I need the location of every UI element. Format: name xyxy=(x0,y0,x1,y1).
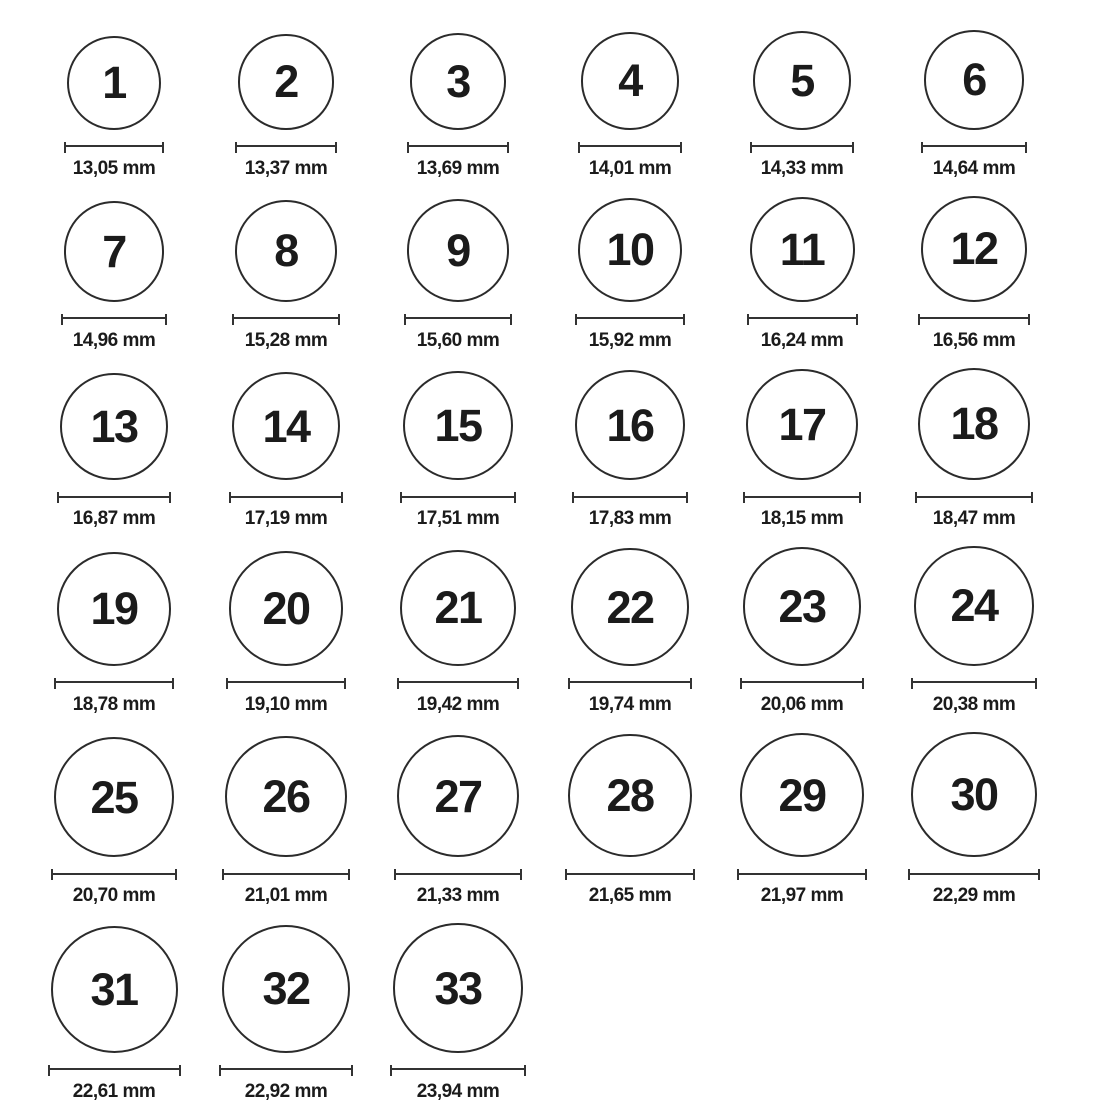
ring-size-number: 16 xyxy=(606,399,654,451)
ring-size-circle xyxy=(51,926,178,1053)
ring-size-item xyxy=(716,31,888,179)
diameter-measure-line xyxy=(390,1065,525,1076)
ring-size-circle xyxy=(410,33,506,129)
ring-size-circle xyxy=(581,32,678,129)
diameter-measure-line xyxy=(394,869,523,880)
ring-size-number: 19 xyxy=(90,583,138,635)
diameter-measure-line xyxy=(226,678,347,689)
ring-size-circle xyxy=(64,201,165,302)
ring-size-number: 33 xyxy=(434,962,482,1014)
ring-size-number: 4 xyxy=(618,55,642,107)
diameter-label: 14,01 mm xyxy=(588,157,672,179)
ring-size-item xyxy=(28,926,200,1100)
diameter-measure-line xyxy=(404,314,513,325)
ring-size-circle xyxy=(57,552,171,666)
diameter-label: 21,01 mm xyxy=(244,885,328,907)
ring-size-item xyxy=(372,735,544,908)
chart-row xyxy=(28,30,1100,180)
diameter-label: 13,69 mm xyxy=(416,157,500,179)
ring-size-item xyxy=(544,734,716,908)
diameter-label: 14,33 mm xyxy=(760,157,844,179)
ring-size-item xyxy=(716,547,888,715)
ring-size-item xyxy=(888,732,1060,908)
diameter-label: 20,70 mm xyxy=(72,885,156,907)
ring-size-circle xyxy=(571,548,688,665)
diameter-measure-line xyxy=(57,492,170,503)
diameter-measure-line xyxy=(568,678,691,689)
diameter-measure-line xyxy=(578,142,681,153)
ring-size-number: 6 xyxy=(962,54,986,106)
ring-size-item xyxy=(28,201,200,352)
ring-size-item xyxy=(28,552,200,716)
ring-size-item xyxy=(716,369,888,531)
diameter-measure-line xyxy=(911,678,1036,689)
ring-size-number: 30 xyxy=(950,769,998,821)
diameter-label: 16,24 mm xyxy=(760,329,844,351)
ring-size-circle xyxy=(235,200,337,302)
diameter-measure-line xyxy=(750,142,854,153)
ring-size-circle xyxy=(232,372,340,480)
diameter-measure-line xyxy=(575,314,685,325)
ring-size-number: 28 xyxy=(606,770,654,822)
ring-size-item xyxy=(544,548,716,715)
ring-size-circle xyxy=(924,30,1024,130)
diameter-label: 20,06 mm xyxy=(760,693,844,715)
ring-size-number: 23 xyxy=(778,580,826,632)
ring-size-circle xyxy=(753,31,851,129)
ring-size-number: 2 xyxy=(274,56,298,108)
diameter-label: 14,96 mm xyxy=(72,329,156,351)
diameter-measure-line xyxy=(48,1065,181,1076)
ring-size-circle xyxy=(67,36,161,130)
diameter-measure-line xyxy=(572,492,689,503)
ring-size-circle xyxy=(918,368,1031,481)
chart-row xyxy=(28,196,1100,352)
diameter-measure-line xyxy=(235,142,336,153)
ring-size-number: 3 xyxy=(446,55,470,107)
ring-size-circle xyxy=(403,371,512,480)
diameter-measure-line xyxy=(908,869,1040,880)
diameter-label: 18,78 mm xyxy=(72,693,156,715)
ring-size-number: 21 xyxy=(434,582,482,634)
ring-size-item xyxy=(28,737,200,907)
ring-size-number: 31 xyxy=(90,963,138,1015)
ring-size-item xyxy=(888,30,1060,180)
diameter-label: 21,97 mm xyxy=(760,885,844,907)
diameter-measure-line xyxy=(915,492,1034,503)
diameter-measure-line xyxy=(747,314,858,325)
ring-size-number: 29 xyxy=(778,769,826,821)
ring-size-number: 27 xyxy=(434,770,482,822)
ring-size-circle xyxy=(238,34,333,129)
diameter-label: 19,10 mm xyxy=(244,693,328,715)
diameter-measure-line xyxy=(222,869,350,880)
diameter-label: 13,37 mm xyxy=(244,157,328,179)
diameter-label: 15,92 mm xyxy=(588,329,672,351)
ring-size-number: 15 xyxy=(434,400,482,452)
ring-size-circle xyxy=(407,199,510,302)
ring-size-circle xyxy=(60,373,167,480)
diameter-label: 22,29 mm xyxy=(932,885,1016,907)
ring-size-number: 5 xyxy=(790,54,814,106)
ring-size-item xyxy=(372,199,544,352)
ring-size-number: 9 xyxy=(446,224,470,276)
ring-size-circle xyxy=(921,196,1027,302)
diameter-label: 16,56 mm xyxy=(932,329,1016,351)
ring-size-number: 1 xyxy=(102,57,126,108)
ring-size-number: 12 xyxy=(950,223,998,275)
diameter-measure-line xyxy=(61,314,168,325)
ring-size-number: 7 xyxy=(102,225,126,277)
diameter-label: 13,05 mm xyxy=(72,157,156,179)
ring-size-item xyxy=(888,546,1060,715)
ring-size-circle xyxy=(740,733,865,858)
ring-size-circle xyxy=(911,732,1037,858)
diameter-measure-line xyxy=(565,869,695,880)
diameter-measure-line xyxy=(397,678,519,689)
ring-size-item xyxy=(372,550,544,716)
ring-size-number: 24 xyxy=(950,580,998,632)
diameter-label: 21,65 mm xyxy=(588,885,672,907)
ring-size-number: 26 xyxy=(262,771,310,823)
ring-size-item xyxy=(888,196,1060,352)
ring-size-item xyxy=(372,923,544,1100)
ring-size-circle xyxy=(914,546,1033,665)
ring-size-item xyxy=(200,925,372,1100)
ring-size-item xyxy=(372,371,544,530)
ring-size-circle xyxy=(393,923,522,1052)
diameter-measure-line xyxy=(743,492,861,503)
ring-size-item xyxy=(716,733,888,908)
ring-size-number: 14 xyxy=(262,400,310,452)
diameter-measure-line xyxy=(407,142,509,153)
diameter-measure-line xyxy=(737,869,868,880)
ring-size-item xyxy=(200,200,372,352)
diameter-label: 18,15 mm xyxy=(760,508,844,530)
ring-size-circle xyxy=(750,197,855,302)
ring-size-item xyxy=(716,197,888,352)
ring-size-number: 25 xyxy=(90,771,138,823)
ring-size-circle xyxy=(397,735,520,858)
ring-size-circle xyxy=(222,925,350,1053)
diameter-label: 19,74 mm xyxy=(588,693,672,715)
ring-size-item xyxy=(372,33,544,179)
ring-size-number: 20 xyxy=(262,582,310,634)
diameter-label: 17,83 mm xyxy=(588,508,672,530)
diameter-label: 22,92 mm xyxy=(244,1080,328,1100)
diameter-measure-line xyxy=(918,314,1030,325)
diameter-label: 17,51 mm xyxy=(416,508,500,530)
ring-size-number: 22 xyxy=(606,581,654,633)
ring-size-number: 32 xyxy=(262,963,310,1015)
ring-size-item xyxy=(544,370,716,531)
diameter-measure-line xyxy=(740,678,864,689)
diameter-label: 17,19 mm xyxy=(244,508,328,530)
ring-size-item xyxy=(28,36,200,180)
ring-size-item xyxy=(28,373,200,530)
ring-size-item xyxy=(200,372,372,530)
ring-size-circle xyxy=(575,370,686,481)
ring-size-item xyxy=(200,736,372,908)
ring-size-item xyxy=(544,32,716,179)
diameter-label: 19,42 mm xyxy=(416,693,500,715)
diameter-measure-line xyxy=(400,492,515,503)
ring-size-item xyxy=(544,198,716,352)
diameter-label: 22,61 mm xyxy=(72,1080,156,1100)
ring-size-number: 13 xyxy=(90,401,138,453)
ring-size-item xyxy=(200,551,372,716)
diameter-label: 21,33 mm xyxy=(416,885,500,907)
diameter-label: 16,87 mm xyxy=(72,508,156,530)
ring-size-circle xyxy=(746,369,858,481)
ring-size-circle xyxy=(743,547,861,665)
chart-row xyxy=(28,546,1100,715)
diameter-measure-line xyxy=(232,314,340,325)
diameter-measure-line xyxy=(229,492,343,503)
chart-row xyxy=(28,732,1100,908)
ring-size-circle xyxy=(400,550,516,666)
chart-row xyxy=(28,923,1100,1100)
ring-size-circle xyxy=(225,736,347,858)
diameter-label: 23,94 mm xyxy=(416,1080,500,1100)
ring-size-item xyxy=(200,34,372,179)
diameter-measure-line xyxy=(921,142,1027,153)
ring-size-number: 11 xyxy=(779,223,825,275)
ring-size-number: 18 xyxy=(950,398,998,450)
diameter-measure-line xyxy=(51,869,177,880)
chart-row xyxy=(28,368,1100,531)
ring-size-circle xyxy=(54,737,174,857)
ring-size-number: 17 xyxy=(778,398,826,450)
ring-size-circle xyxy=(229,551,344,666)
diameter-label: 15,28 mm xyxy=(244,329,328,351)
ring-size-circle xyxy=(578,198,682,302)
ring-size-number: 10 xyxy=(606,224,654,276)
diameter-label: 18,47 mm xyxy=(932,508,1016,530)
diameter-label: 15,60 mm xyxy=(416,329,500,351)
diameter-measure-line xyxy=(219,1065,353,1076)
diameter-measure-line xyxy=(54,678,174,689)
ring-size-circle xyxy=(568,734,692,858)
diameter-label: 20,38 mm xyxy=(932,693,1016,715)
ring-size-item xyxy=(888,368,1060,531)
diameter-label: 14,64 mm xyxy=(932,157,1016,179)
diameter-measure-line xyxy=(64,142,164,153)
ring-size-number: 8 xyxy=(274,225,298,277)
